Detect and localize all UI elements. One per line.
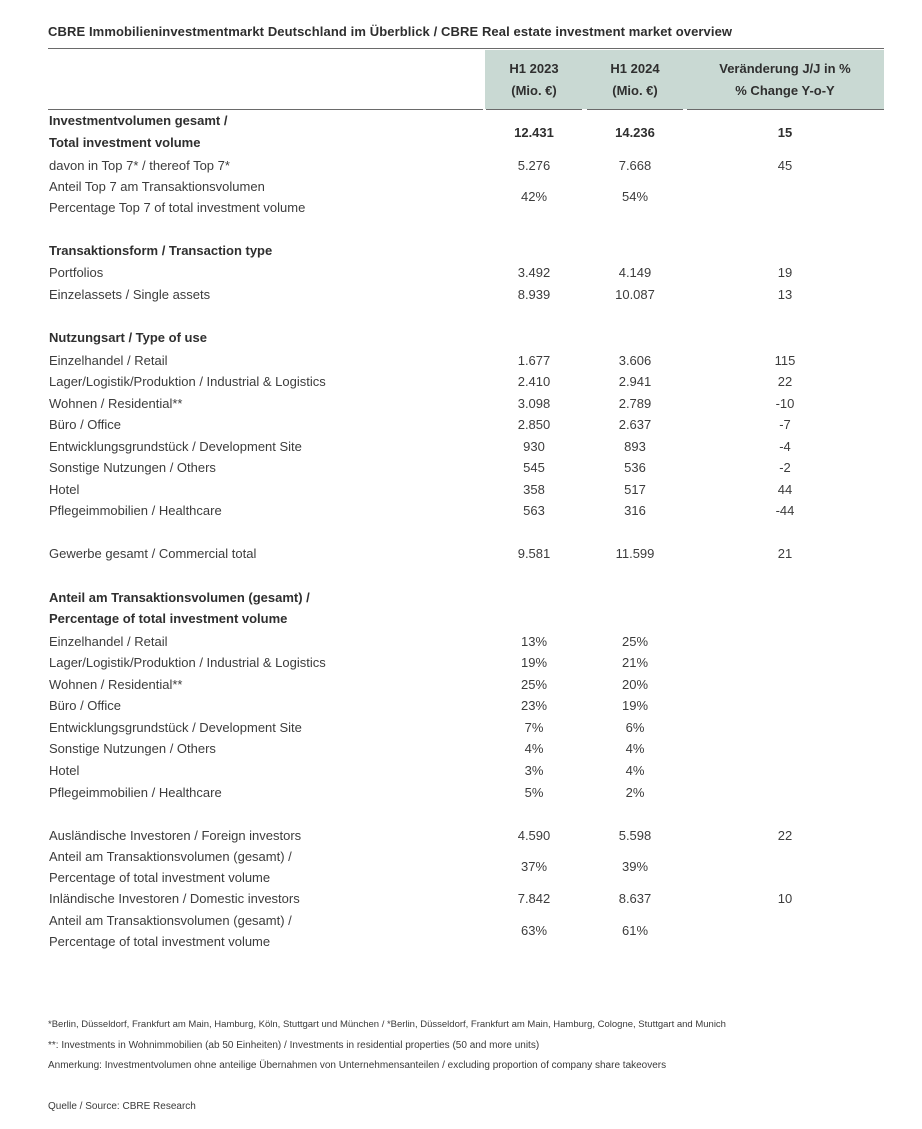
column-header-change-line2: % Change Y-o-Y <box>735 82 835 98</box>
column-header-h1-2023-line1: H1 2023 <box>509 60 559 76</box>
row-label: Lager/Logistik/Produktion / Industrial & Logistics <box>49 655 326 670</box>
table-row <box>0 262 922 284</box>
row-label: Hotel <box>49 482 80 497</box>
value-change: 22 <box>777 374 793 389</box>
table-row-top7-share <box>0 186 922 208</box>
value-h1-2024: 11.599 <box>615 546 655 561</box>
value-change: 22 <box>777 828 793 843</box>
column-header-h1-2024-line1: H1 2024 <box>610 60 660 76</box>
value-h1-2023: 5% <box>524 785 544 800</box>
value-h1-2023: 7.842 <box>517 891 551 906</box>
value-h1-2024: 25% <box>621 634 649 649</box>
footnote-residential: **: Investments in Wohnimmobilien (ab 50 Einheiten) / Investments in residential properties (50 and more units) <box>48 1040 540 1051</box>
top7-h1-2023: 5.276 <box>517 158 551 173</box>
row-label: Wohnen / Residential** <box>49 677 183 692</box>
table-row <box>0 393 922 415</box>
value-h1-2023: 4.590 <box>517 828 551 843</box>
table-row <box>0 695 922 717</box>
row-label: Einzelhandel / Retail <box>49 353 168 368</box>
row-label: Percentage of total investment volume <box>49 870 271 885</box>
row-label: Percentage Top 7 of total investment volume <box>49 200 306 215</box>
table-row <box>0 500 922 522</box>
row-label: Büro / Office <box>49 698 122 713</box>
row-label: Hotel <box>49 763 80 778</box>
value-h1-2023: 8.939 <box>517 287 551 302</box>
page-title: CBRE Immobilieninvestmentmarkt Deutschland im Überblick / CBRE Real estate investment market overview <box>48 24 733 39</box>
value-h1-2024: 4% <box>625 763 645 778</box>
value-h1-2024: 517 <box>624 482 646 497</box>
row-label: Sonstige Nutzungen / Others <box>49 460 216 475</box>
table-row <box>0 436 922 458</box>
value-change: -7 <box>779 417 791 432</box>
top7-share-h1-2024: 54% <box>621 189 649 204</box>
table-row <box>0 738 922 760</box>
value-h1-2024: 2.941 <box>618 374 652 389</box>
table-row-foreign-share <box>0 856 922 878</box>
table-row <box>0 760 922 782</box>
section-heading-share-line1: Anteil am Transaktionsvolumen (gesamt) / <box>49 590 310 605</box>
header-bottom-rule-col1 <box>486 109 582 110</box>
row-label: Inländische Investoren / Domestic investors <box>49 891 300 906</box>
top7-share-h1-2023: 42% <box>520 189 548 204</box>
section-heading-use: Nutzungsart / Type of use <box>49 330 207 345</box>
value-h1-2024: 39% <box>621 859 649 874</box>
total-volume-label-line1: Investmentvolumen gesamt / <box>49 113 228 128</box>
value-change: 13 <box>777 287 793 302</box>
top7-h1-2024: 7.668 <box>618 158 652 173</box>
value-h1-2023: 7% <box>524 720 544 735</box>
table-row-total <box>0 122 922 144</box>
table-row-domestic-investors <box>0 888 922 910</box>
value-h1-2024: 5.598 <box>618 828 652 843</box>
value-h1-2024: 19% <box>621 698 649 713</box>
row-label: Wohnen / Residential** <box>49 396 183 411</box>
row-label: Anteil am Transaktionsvolumen (gesamt) / <box>49 849 292 864</box>
value-change: -10 <box>775 396 795 411</box>
value-h1-2023: 930 <box>523 439 545 454</box>
row-label: Portfolios <box>49 265 104 280</box>
value-h1-2023: 19% <box>520 655 548 670</box>
row-label: Einzelassets / Single assets <box>49 287 211 302</box>
column-header-change <box>686 50 884 109</box>
row-label: davon in Top 7* / thereof Top 7* <box>49 158 230 173</box>
value-h1-2024: 2.789 <box>618 396 652 411</box>
section-heading-share-line2: Percentage of total investment volume <box>49 611 288 626</box>
total-volume-label-line2: Total investment volume <box>49 135 201 150</box>
footnote-remark: Anmerkung: Investmentvolumen ohne anteilige Übernahmen von Unternehmensanteilen / excluding proportion of company share takeovers <box>48 1060 667 1071</box>
value-h1-2023: 63% <box>520 923 548 938</box>
table-row-domestic-share <box>0 920 922 942</box>
value-h1-2024: 20% <box>621 677 649 692</box>
value-change: 10 <box>777 891 793 906</box>
value-h1-2023: 3% <box>524 763 544 778</box>
row-label: Anteil Top 7 am Transaktionsvolumen <box>49 179 265 194</box>
row-label: Pflegeimmobilien / Healthcare <box>49 785 222 800</box>
value-h1-2023: 358 <box>523 482 545 497</box>
value-change: -4 <box>779 439 791 454</box>
footnote-top7-cities: *Berlin, Düsseldorf, Frankfurt am Main, Hamburg, Köln, Stuttgart und München / *Berlin, Düsseldorf, Frankfurt am Main, Hamburg, Cologne, Stuttgart and Munich <box>48 1019 726 1030</box>
row-label: Einzelhandel / Retail <box>49 634 168 649</box>
row-label: Pflegeimmobilien / Healthcare <box>49 503 222 518</box>
header-bottom-rule-col2 <box>587 109 683 110</box>
table-row <box>0 652 922 674</box>
value-change: -2 <box>779 460 791 475</box>
column-header-h1-2024-line2: (Mio. €) <box>612 82 658 98</box>
table-row-commercial-total <box>0 543 922 565</box>
value-h1-2024: 893 <box>624 439 646 454</box>
row-label: Percentage of total investment volume <box>49 934 271 949</box>
value-change: 21 <box>777 546 793 561</box>
value-h1-2024: 536 <box>624 460 646 475</box>
column-header-change-line1: Veränderung J/J in % <box>719 60 851 76</box>
table-row <box>0 284 922 306</box>
column-header-h1-2023-line2: (Mio. €) <box>511 82 557 98</box>
table-row <box>0 414 922 436</box>
row-label: Entwicklungsgrundstück / Development Site <box>49 439 302 454</box>
value-change: 44 <box>777 482 793 497</box>
table-row <box>0 457 922 479</box>
value-h1-2023: 563 <box>523 503 545 518</box>
table-row <box>0 479 922 501</box>
value-h1-2023: 37% <box>520 859 548 874</box>
total-h1-2024: 14.236 <box>615 125 655 140</box>
header-bottom-rule-col3 <box>687 109 884 110</box>
table-row <box>0 674 922 696</box>
table-row-foreign-investors <box>0 825 922 847</box>
row-label: Sonstige Nutzungen / Others <box>49 741 216 756</box>
total-change: 15 <box>777 125 793 140</box>
value-h1-2024: 8.637 <box>618 891 652 906</box>
value-h1-2024: 10.087 <box>615 287 655 302</box>
value-change: 115 <box>774 353 796 368</box>
table-row <box>0 717 922 739</box>
value-h1-2023: 3.098 <box>517 396 551 411</box>
value-h1-2024: 6% <box>625 720 645 735</box>
row-label: Entwicklungsgrundstück / Development Site <box>49 720 302 735</box>
value-h1-2023: 25% <box>520 677 548 692</box>
value-h1-2023: 3.492 <box>517 265 551 280</box>
value-h1-2024: 2% <box>625 785 645 800</box>
section-heading-transaction: Transaktionsform / Transaction type <box>49 243 273 258</box>
value-h1-2023: 23% <box>520 698 548 713</box>
column-header-h1-2023 <box>485 50 583 109</box>
value-h1-2024: 3.606 <box>618 353 652 368</box>
value-h1-2024: 61% <box>621 923 649 938</box>
table-row <box>0 371 922 393</box>
value-h1-2023: 545 <box>523 460 545 475</box>
top7-change: 45 <box>777 158 793 173</box>
source-note: Quelle / Source: CBRE Research <box>48 1101 196 1112</box>
value-change: 19 <box>777 265 793 280</box>
value-h1-2023: 1.677 <box>517 353 551 368</box>
row-label: Lager/Logistik/Produktion / Industrial & Logistics <box>49 374 326 389</box>
row-label: Büro / Office <box>49 417 122 432</box>
value-h1-2024: 21% <box>621 655 649 670</box>
value-h1-2024: 2.637 <box>618 417 652 432</box>
value-h1-2023: 4% <box>524 741 544 756</box>
column-header-h1-2024 <box>586 50 684 109</box>
value-h1-2023: 13% <box>520 634 548 649</box>
table-row-top7 <box>0 155 922 177</box>
table-row <box>0 350 922 372</box>
value-h1-2024: 4.149 <box>618 265 652 280</box>
value-h1-2024: 316 <box>624 503 646 518</box>
total-h1-2023: 12.431 <box>514 125 554 140</box>
value-h1-2023: 2.410 <box>517 374 551 389</box>
value-change: -44 <box>775 503 795 518</box>
value-h1-2023: 2.850 <box>517 417 551 432</box>
value-h1-2024: 4% <box>625 741 645 756</box>
row-label: Gewerbe gesamt / Commercial total <box>49 546 257 561</box>
header-top-rule <box>48 48 884 49</box>
value-h1-2023: 9.581 <box>517 546 551 561</box>
table-row <box>0 631 922 653</box>
row-label: Ausländische Investoren / Foreign investors <box>49 828 302 843</box>
row-label: Anteil am Transaktionsvolumen (gesamt) / <box>49 913 292 928</box>
table-row <box>0 782 922 804</box>
